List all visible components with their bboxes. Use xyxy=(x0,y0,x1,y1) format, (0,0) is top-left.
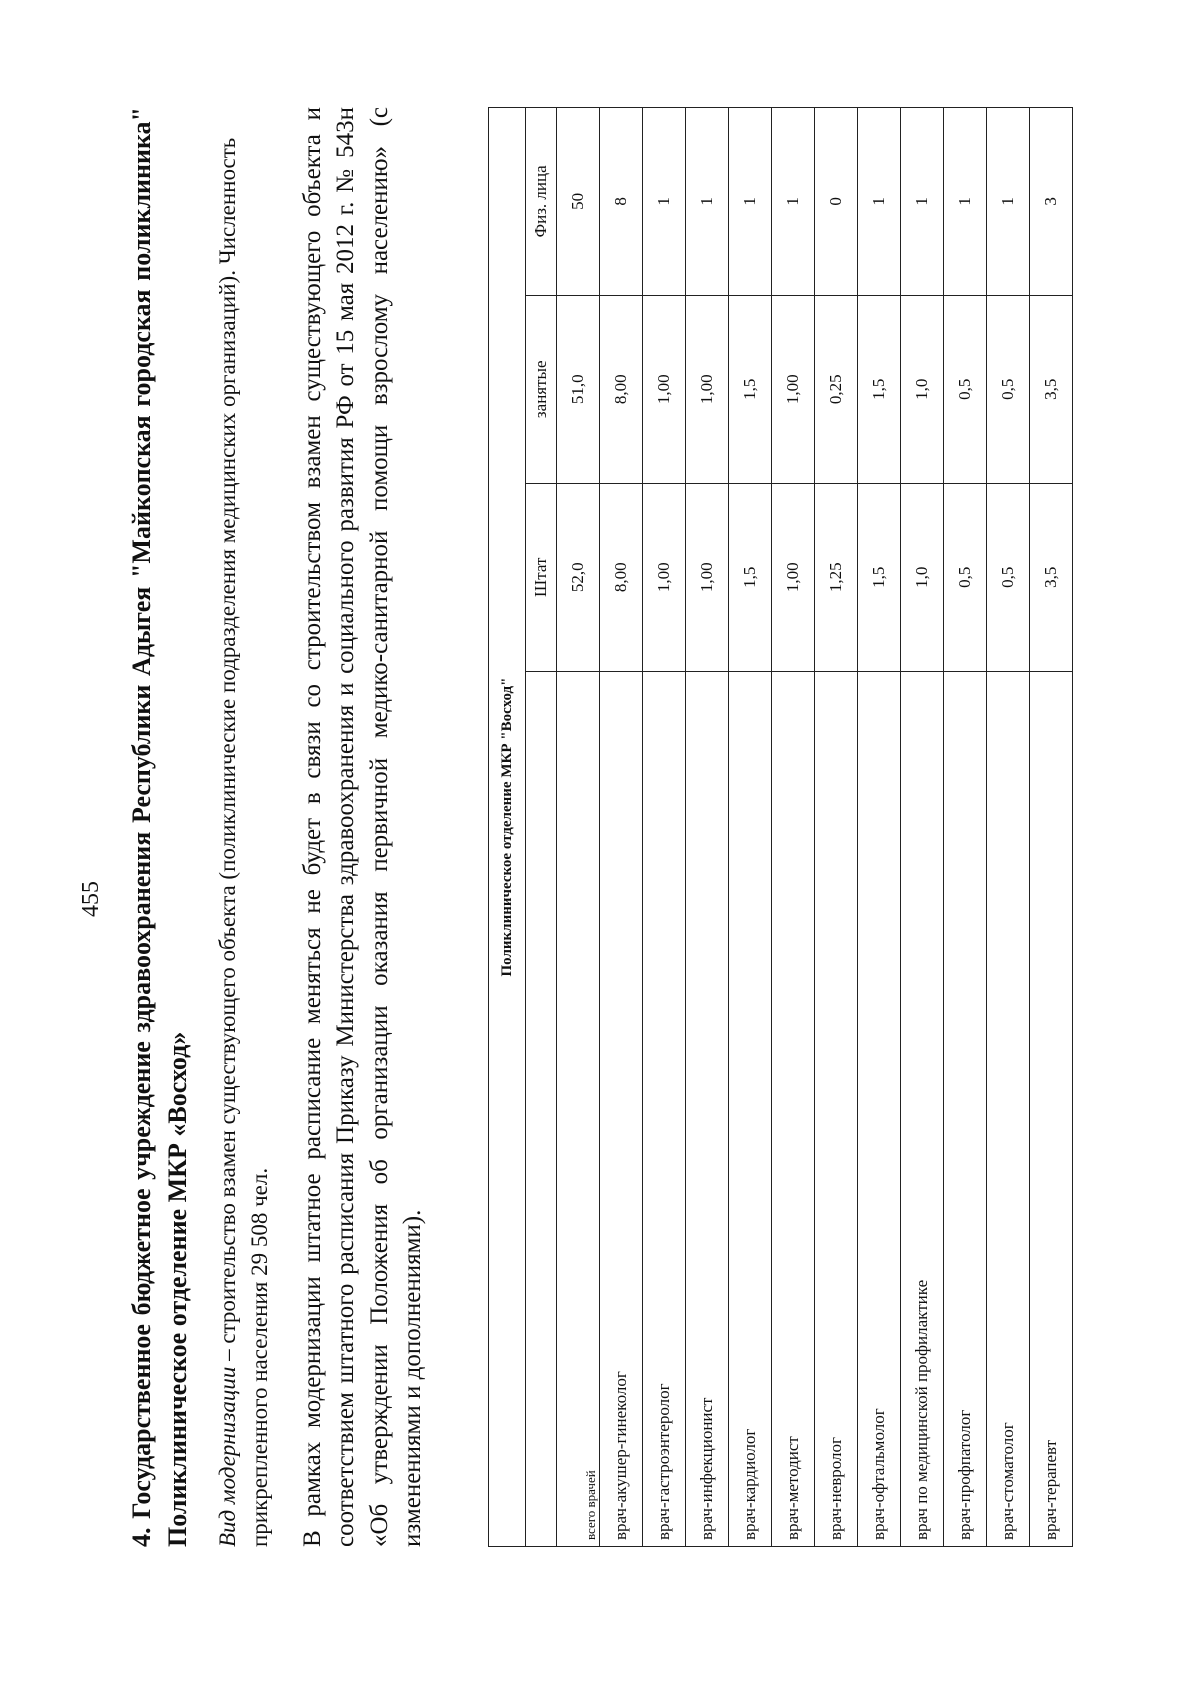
cell-zanyatye: 1,5 xyxy=(858,295,901,483)
cell-fiz: 8 xyxy=(600,108,643,296)
cell-position-name: врач-невролог xyxy=(815,671,858,1546)
header-zanyatye: занятые xyxy=(526,295,557,483)
cell-position-name: врач-офтальмолог xyxy=(858,671,901,1546)
cell-position-name: врач-стоматолог xyxy=(987,671,1030,1546)
cell-shtat: 0,5 xyxy=(987,483,1030,671)
cell-position-name: врач-кардиолог xyxy=(729,671,772,1546)
cell-position-name: врач-гастроэнтеролог xyxy=(643,671,686,1546)
cell-shtat: 1,5 xyxy=(729,483,772,671)
staffing-paragraph: В рамках модернизации штатное расписание меняться не будет в связи со строительством взамен существующего объекта и соответствием штатного расписания Приказу Министерства здравоохранения и социального развития РФ от 15 мая 2012 г. № 543н «Об утверждении Положения об организации оказания первичной медико-санитарной помощи взрослому населению» (с изменениями и дополнениями). xyxy=(299,107,426,1547)
cell-fiz: 1 xyxy=(987,108,1030,296)
cell-zanyatye: 8,00 xyxy=(600,295,643,483)
cell-zanyatye: 0,5 xyxy=(987,295,1030,483)
header-fiz: Физ. лица xyxy=(526,108,557,296)
table-header-row xyxy=(526,108,557,1547)
cell-zanyatye: 1,00 xyxy=(643,295,686,483)
cell-zanyatye: 51,0 xyxy=(557,295,600,483)
cell-position-name: врач-акушер-гинеколог xyxy=(600,671,643,1546)
cell-shtat: 1,00 xyxy=(643,483,686,671)
table-row xyxy=(1030,108,1073,1547)
cell-fiz: 3 xyxy=(1030,108,1073,296)
cell-shtat: 8,00 xyxy=(600,483,643,671)
table-row xyxy=(987,108,1030,1547)
cell-fiz: 1 xyxy=(772,108,815,296)
table-caption-row xyxy=(489,108,526,1547)
staff-table xyxy=(488,107,1073,1547)
cell-shtat: 0,5 xyxy=(944,483,987,671)
table-row xyxy=(557,108,600,1547)
cell-zanyatye: 0,5 xyxy=(944,295,987,483)
cell-position-name: врач-профпатолог xyxy=(944,671,987,1546)
table-caption: Поликлиническое отделение МКР "Восход" xyxy=(489,108,526,1547)
cell-zanyatye: 1,00 xyxy=(772,295,815,483)
cell-fiz: 1 xyxy=(643,108,686,296)
header-empty-cell xyxy=(526,671,557,1546)
table-body xyxy=(557,108,1073,1547)
cell-fiz: 1 xyxy=(901,108,944,296)
cell-zanyatye: 1,0 xyxy=(901,295,944,483)
cell-zanyatye: 3,5 xyxy=(1030,295,1073,483)
cell-fiz: 50 xyxy=(557,108,600,296)
cell-shtat: 1,00 xyxy=(772,483,815,671)
table-row xyxy=(815,108,858,1547)
cell-shtat: 3,5 xyxy=(1030,483,1073,671)
cell-zanyatye: 0,25 xyxy=(815,295,858,483)
table-row xyxy=(600,108,643,1547)
table-row xyxy=(729,108,772,1547)
cell-shtat: 1,00 xyxy=(686,483,729,671)
section-heading: 4. Государственное бюджетное учреждение здравоохранения Республики Адыгея "Майкопская городская поликлиника" Поликлиническое отделение МКР «Восход» xyxy=(127,107,193,1547)
cell-shtat: 1,0 xyxy=(901,483,944,671)
header-shtat: Штат xyxy=(526,483,557,671)
cell-shtat: 52,0 xyxy=(557,483,600,671)
modernization-paragraph xyxy=(212,107,276,1547)
table-row xyxy=(686,108,729,1547)
cell-fiz: 1 xyxy=(686,108,729,296)
cell-fiz: 1 xyxy=(729,108,772,296)
cell-fiz: 1 xyxy=(858,108,901,296)
table-row xyxy=(901,108,944,1547)
cell-shtat: 1,25 xyxy=(815,483,858,671)
cell-position-name: врач-методист xyxy=(772,671,815,1546)
cell-zanyatye: 1,5 xyxy=(729,295,772,483)
modernization-text: – строительство взамен существующего объекта (поликлинические подразделения медицинских организаций). Численность прикрепленного населения 29 508 чел. xyxy=(215,137,273,1547)
cell-position-name: врач-терапевт xyxy=(1030,671,1073,1546)
cell-position-name: врач-инфекционист xyxy=(686,671,729,1546)
cell-fiz: 1 xyxy=(944,108,987,296)
table-row xyxy=(643,108,686,1547)
cell-fiz: 0 xyxy=(815,108,858,296)
page-number: 455 xyxy=(78,881,104,917)
table-row xyxy=(858,108,901,1547)
cell-position-name: всего врачей xyxy=(557,671,600,1546)
cell-position-name: врач по медицинской профилактике xyxy=(901,671,944,1546)
modernization-label: Вид модернизации xyxy=(215,1366,240,1547)
cell-zanyatye: 1,00 xyxy=(686,295,729,483)
table-row xyxy=(772,108,815,1547)
table-row xyxy=(944,108,987,1547)
cell-shtat: 1,5 xyxy=(858,483,901,671)
